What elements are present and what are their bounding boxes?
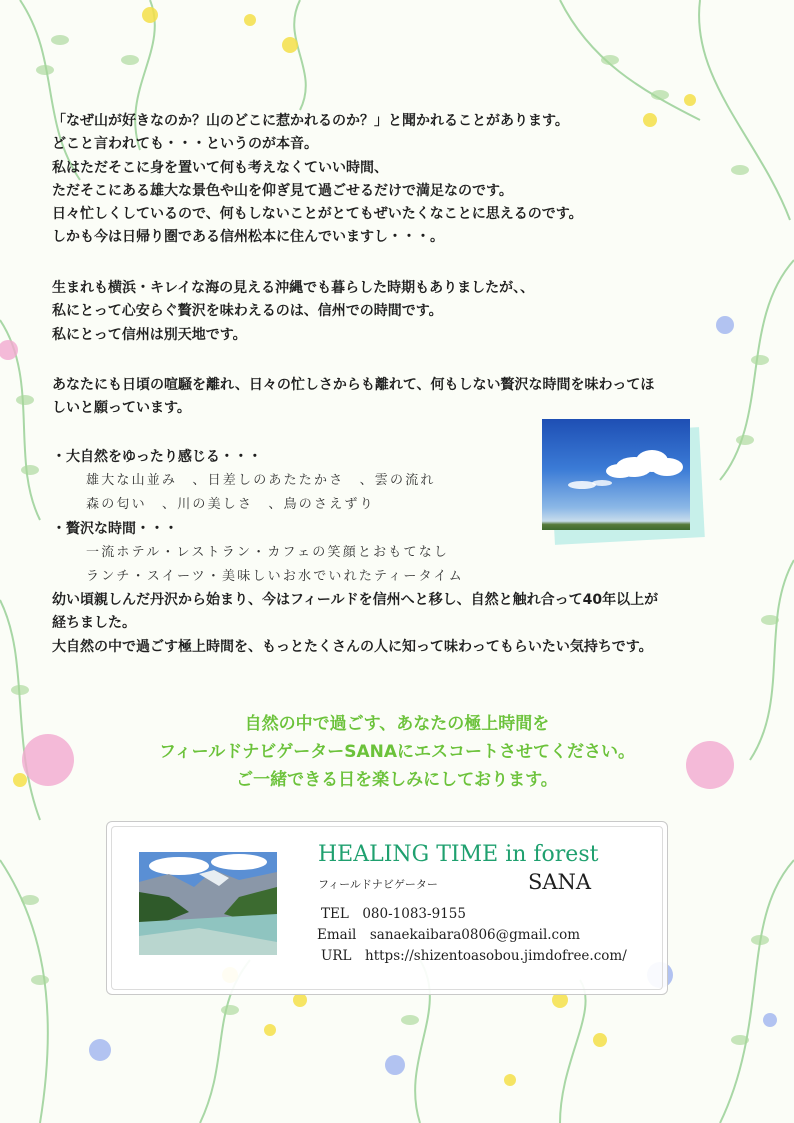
- invitation-line: 自然の中で過ごす、あなたの極上時間を: [244, 714, 550, 734]
- brand-title: HEALING TIME in forest: [318, 842, 599, 867]
- intro-line: 私はただそこに身を置いて何も考えなくていい時間、: [52, 159, 388, 176]
- wish-line: あなたにも日頃の喧騒を離れ、日々の忙しさからも離れて、何もしない贅沢な時間を味わってほ: [52, 377, 655, 393]
- mountain-river-photo: [139, 852, 277, 955]
- origin-line: 私にとって信州は別天地です。: [52, 326, 247, 343]
- origin-line: 私にとって心安らぐ贅沢を味わえるのは、信州での時間です。: [52, 303, 443, 320]
- highlights-section: [52, 445, 742, 589]
- experience-line: 経ちました。: [52, 615, 136, 632]
- intro-line: しかも今は日帰り圏である信州松本に住んでいますし・・・。: [52, 229, 444, 246]
- origin-paragraph: [52, 277, 742, 347]
- intro-line: 「なぜ山が好きなのか？山のどこに惹かれるのか？」と聞かれることがあります。: [52, 113, 569, 129]
- experience-paragraph: [52, 589, 742, 659]
- guide-name: SANA: [528, 870, 592, 894]
- luxury-heading: ・贅沢な時間・・・: [52, 521, 178, 537]
- phone-line[interactable]: TEL 080-1083-9155: [321, 906, 466, 922]
- nature-item: 雄大な山並み 、日差しのあたたかさ 、雲の流れ: [86, 473, 436, 488]
- luxury-item: ランチ・スイーツ・美味しいお水でいれたティータイム: [86, 569, 464, 584]
- experience-line: 大自然の中で過ごす極上時間を、もっとたくさんの人に知って味わってもらいたい気持ちです。: [52, 638, 653, 655]
- wish-paragraph: [52, 374, 742, 421]
- email-line[interactable]: Email sanaekaibara0806@gmail.com: [317, 927, 581, 943]
- guide-role: フィールドナビゲーター: [318, 878, 438, 891]
- url-line[interactable]: URL https://shizentoasobou.jimdofree.com/: [321, 948, 627, 964]
- wish-line: しいと願っています。: [52, 400, 191, 417]
- invitation-line: フィールドナビゲーターSANAにエスコートさせてください。: [158, 742, 636, 762]
- luxury-item: 一流ホテル・レストラン・カフェの笑顔とおもてなし: [86, 545, 450, 560]
- experience-line: 幼い頃親しんだ丹沢から始まり、今はフィールドを信州へと移し、自然と触れ合って40年以上が: [52, 592, 659, 608]
- intro-line: どこと言われても・・・というのが本音。: [52, 136, 318, 153]
- nature-heading: ・大自然をゆったり感じる・・・: [52, 449, 262, 465]
- origin-line: 生まれも横浜・キレイな海の見える沖縄でも暮らした時期もありましたが、、: [52, 280, 535, 296]
- nature-item: 森の匂い 、川の美しさ 、鳥のさえずり: [86, 497, 375, 512]
- intro-paragraph: [52, 110, 742, 250]
- invitation-line: ご一緒できる日を楽しみにしております。: [236, 770, 558, 790]
- intro-line: 日々忙しくしているので、何もしないことがとてもぜいたくなことに思えるのです。: [52, 206, 583, 223]
- invitation-message: [0, 710, 794, 794]
- intro-line: ただそこにある雄大な景色や山を仰ぎ見て過ごせるだけで満足なのです。: [52, 182, 513, 199]
